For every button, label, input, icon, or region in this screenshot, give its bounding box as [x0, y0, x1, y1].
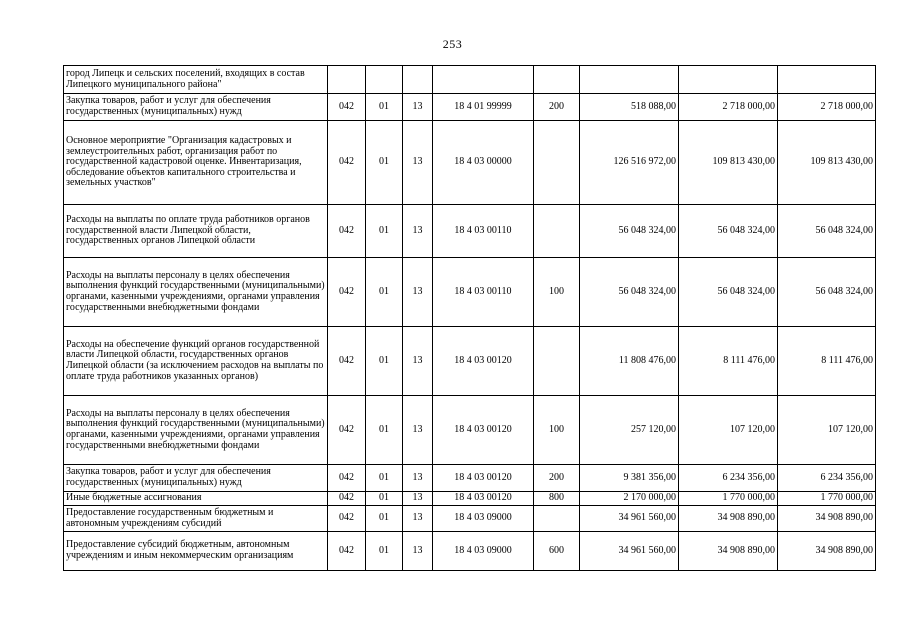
subsection-code-cell: 13 — [403, 506, 433, 532]
subsection-code-cell — [403, 66, 433, 94]
amount-year3-cell: 2 718 000,00 — [778, 94, 876, 121]
amount-year1-cell: 126 516 972,00 — [580, 121, 679, 205]
subsection-code-cell: 13 — [403, 205, 433, 258]
ministry-code-cell: 042 — [328, 205, 366, 258]
row-name-cell: город Липецк и сельских поселений, входящих в состав Липецкого муниципального района" — [64, 66, 328, 94]
table-row — [64, 205, 876, 258]
target-article-cell: 18 4 03 00120 — [433, 465, 534, 492]
row-name-cell: Предоставление государственным бюджетным и автономным учреждениям субсидий — [64, 506, 328, 532]
ministry-code-cell: 042 — [328, 327, 366, 396]
section-code-cell: 01 — [366, 506, 403, 532]
table-row — [64, 258, 876, 327]
amount-year1-cell: 34 961 560,00 — [580, 532, 679, 571]
section-code-cell — [366, 66, 403, 94]
amount-year1-cell: 11 808 476,00 — [580, 327, 679, 396]
page-number: 253 — [442, 37, 463, 51]
section-code-cell: 01 — [366, 327, 403, 396]
ministry-code-cell: 042 — [328, 492, 366, 506]
expense-type-cell — [534, 121, 580, 205]
row-name-cell: Расходы на обеспечение функций органов государственной власти Липецкой области, государственных органов Липецкой области (за исключением расходов на выплаты по оплате труда работников указанных органов) — [64, 327, 328, 396]
expense-type-cell: 100 — [534, 396, 580, 465]
row-name-cell: Расходы на выплаты по оплате труда работников органов государственной власти Липецкой области, государственных органов Липецкой области — [64, 205, 328, 258]
table-row — [64, 121, 876, 205]
expense-type-cell: 200 — [534, 94, 580, 121]
ministry-code-cell: 042 — [328, 396, 366, 465]
row-name-cell: Предоставление субсидий бюджетным, автономным учреждениям и иным некоммерческим организациям — [64, 532, 328, 571]
amount-year2-cell: 107 120,00 — [679, 396, 778, 465]
subsection-code-cell: 13 — [403, 121, 433, 205]
row-name-cell: Закупка товаров, работ и услуг для обеспечения государственных (муниципальных) нужд — [64, 94, 328, 121]
amount-year2-cell: 8 111 476,00 — [679, 327, 778, 396]
amount-year3-cell: 34 908 890,00 — [778, 506, 876, 532]
target-article-cell — [433, 66, 534, 94]
row-name-cell: Основное мероприятие "Организация кадастровых и землеустроительных работ, организация работ по государственной кадастровой оценке. Инвентаризация, обследование объектов капитального строительства и земельных участков" — [64, 121, 328, 205]
amount-year1-cell: 34 961 560,00 — [580, 506, 679, 532]
expense-type-cell — [534, 205, 580, 258]
target-article-cell: 18 4 03 00120 — [433, 396, 534, 465]
amount-year1-cell: 2 170 000,00 — [580, 492, 679, 506]
amount-year3-cell: 8 111 476,00 — [778, 327, 876, 396]
amount-year1-cell — [580, 66, 679, 94]
subsection-code-cell: 13 — [403, 465, 433, 492]
amount-year1-cell: 518 088,00 — [580, 94, 679, 121]
expense-type-cell: 800 — [534, 492, 580, 506]
amount-year3-cell: 56 048 324,00 — [778, 258, 876, 327]
subsection-code-cell: 13 — [403, 94, 433, 121]
table-row — [64, 327, 876, 396]
row-name-cell: Расходы на выплаты персоналу в целях обеспечения выполнения функций государственными (муниципальными) органами, казенными учреждениями, органами управления государственными внебюджетными фондами — [64, 396, 328, 465]
row-name-cell: Закупка товаров, работ и услуг для обеспечения государственных (муниципальных) нужд — [64, 465, 328, 492]
amount-year2-cell: 34 908 890,00 — [679, 532, 778, 571]
section-code-cell: 01 — [366, 492, 403, 506]
target-article-cell: 18 4 03 00120 — [433, 492, 534, 506]
table-row — [64, 506, 876, 532]
table-row — [64, 465, 876, 492]
expense-type-cell: 100 — [534, 258, 580, 327]
table-row — [64, 532, 876, 571]
amount-year3-cell: 34 908 890,00 — [778, 532, 876, 571]
ministry-code-cell: 042 — [328, 506, 366, 532]
row-name-cell: Иные бюджетные ассигнования — [64, 492, 328, 506]
amount-year2-cell: 56 048 324,00 — [679, 258, 778, 327]
subsection-code-cell: 13 — [403, 258, 433, 327]
section-code-cell: 01 — [366, 205, 403, 258]
table-row — [64, 94, 876, 121]
target-article-cell: 18 4 03 09000 — [433, 506, 534, 532]
amount-year1-cell: 56 048 324,00 — [580, 258, 679, 327]
subsection-code-cell: 13 — [403, 492, 433, 506]
amount-year2-cell: 109 813 430,00 — [679, 121, 778, 205]
subsection-code-cell: 13 — [403, 327, 433, 396]
expense-type-cell — [534, 506, 580, 532]
target-article-cell: 18 4 03 00110 — [433, 205, 534, 258]
amount-year2-cell: 1 770 000,00 — [679, 492, 778, 506]
amount-year2-cell: 6 234 356,00 — [679, 465, 778, 492]
amount-year3-cell: 1 770 000,00 — [778, 492, 876, 506]
section-code-cell: 01 — [366, 532, 403, 571]
target-article-cell: 18 4 01 99999 — [433, 94, 534, 121]
subsection-code-cell: 13 — [403, 532, 433, 571]
target-article-cell: 18 4 03 00110 — [433, 258, 534, 327]
row-name-cell: Расходы на выплаты персоналу в целях обеспечения выполнения функций государственными (муниципальными) органами, казенными учреждениями, органами управления государственными внебюджетными фондами — [64, 258, 328, 327]
amount-year3-cell: 109 813 430,00 — [778, 121, 876, 205]
ministry-code-cell: 042 — [328, 532, 366, 571]
section-code-cell: 01 — [366, 465, 403, 492]
amount-year2-cell: 34 908 890,00 — [679, 506, 778, 532]
expense-type-cell — [534, 66, 580, 94]
amount-year3-cell: 107 120,00 — [778, 396, 876, 465]
table-row — [64, 396, 876, 465]
amount-year2-cell: 2 718 000,00 — [679, 94, 778, 121]
table-body — [64, 66, 876, 571]
subsection-code-cell: 13 — [403, 396, 433, 465]
table-row — [64, 492, 876, 506]
target-article-cell: 18 4 03 00120 — [433, 327, 534, 396]
section-code-cell: 01 — [366, 94, 403, 121]
ministry-code-cell: 042 — [328, 465, 366, 492]
amount-year3-cell: 56 048 324,00 — [778, 205, 876, 258]
target-article-cell: 18 4 03 00000 — [433, 121, 534, 205]
amount-year1-cell: 56 048 324,00 — [580, 205, 679, 258]
amount-year1-cell: 257 120,00 — [580, 396, 679, 465]
expense-type-cell: 600 — [534, 532, 580, 571]
amount-year3-cell: 6 234 356,00 — [778, 465, 876, 492]
amount-year1-cell: 9 381 356,00 — [580, 465, 679, 492]
expense-type-cell: 200 — [534, 465, 580, 492]
amount-year2-cell: 56 048 324,00 — [679, 205, 778, 258]
ministry-code-cell: 042 — [328, 121, 366, 205]
ministry-code-cell: 042 — [328, 94, 366, 121]
amount-year2-cell — [679, 66, 778, 94]
table-row — [64, 66, 876, 94]
amount-year3-cell — [778, 66, 876, 94]
section-code-cell: 01 — [366, 396, 403, 465]
section-code-cell: 01 — [366, 121, 403, 205]
budget-table — [63, 65, 876, 571]
section-code-cell: 01 — [366, 258, 403, 327]
expense-type-cell — [534, 327, 580, 396]
target-article-cell: 18 4 03 09000 — [433, 532, 534, 571]
ministry-code-cell — [328, 66, 366, 94]
ministry-code-cell: 042 — [328, 258, 366, 327]
